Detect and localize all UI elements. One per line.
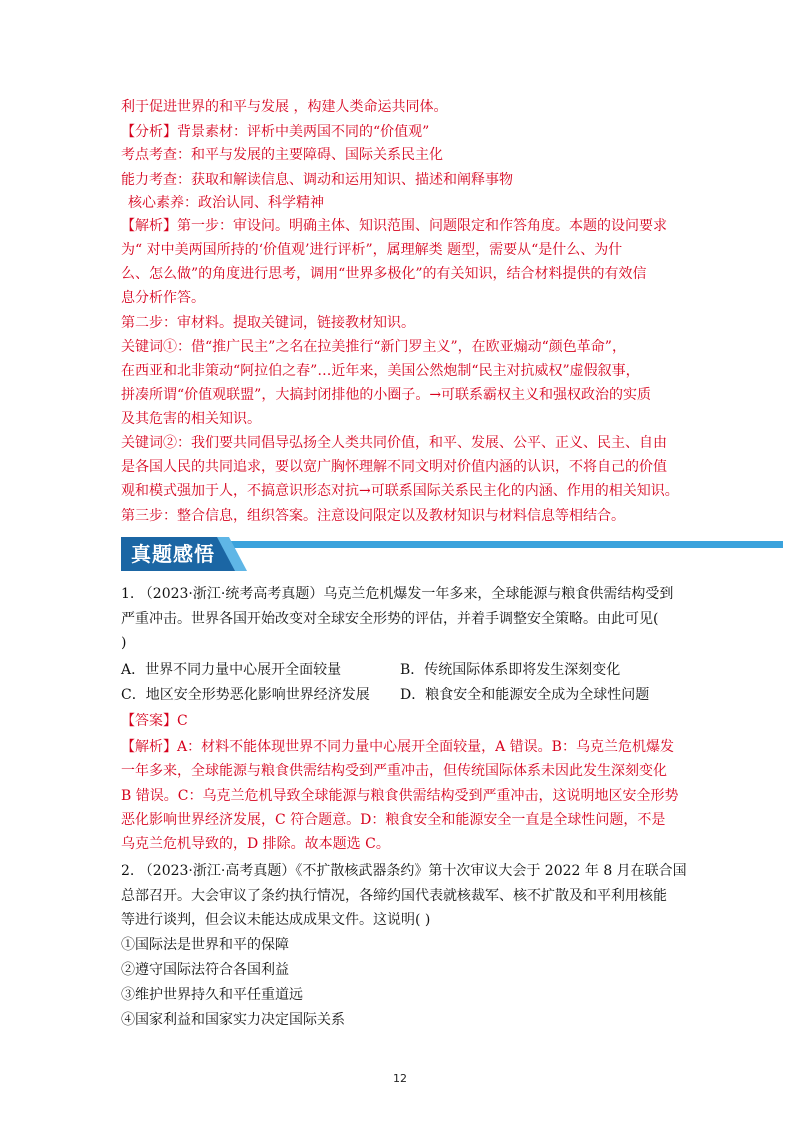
analysis-line: 【分析】背景素材：评析中美两国不同的“价值观” [121, 124, 430, 140]
section-banner [121, 537, 783, 571]
question-stem-line: ) [121, 635, 127, 651]
analysis-line: 【解析】第一步：审设问。明确主体、知识范围、问题限定和作答角度。本题的设问要求 [121, 218, 667, 234]
analysis-line: 关键词②：我们要共同倡导弘扬全人类共同价值，和平、发展、公平、正义、民主、自由 [121, 435, 667, 451]
section-title: 真题感悟 [131, 542, 215, 566]
explanation-line: 一年多来，全球能源与粮食供需结构受到严重冲击，但传统国际体系未因此发生深刻变化 [121, 763, 667, 779]
analysis-line: 第三步：整合信息，组织答案。注意设问限定以及教材知识与材料信息等相结合。 [121, 508, 625, 524]
explanation-line: 恶化影响世界经济发展，C 符合题意。D：粮食安全和能源安全一直是全球性问题，不是 [121, 812, 666, 828]
analysis-line: 么、怎么做”的角度进行思考，调用“世界多极化”的有关知识，结合材料提供的有效信 [121, 266, 647, 282]
analysis-line: 息分析作答。 [121, 290, 205, 306]
analysis-line: 观和模式强加于人，不搞意识形态对抗→可联系国际关系民主化的内涵、作用的相关知识。 [121, 483, 679, 499]
question-stem-line: 总部召开。大会审议了条约执行情况，各缔约国代表就核裁军、核不扩散及和平利用核能 [121, 888, 667, 904]
statement-item: ③维护世界持久和平任重道远 [121, 987, 303, 1003]
analysis-line: 是各国人民的共同追求，要以宽广胸怀理解不同文明对价值内涵的认识，不将自己的价值 [121, 459, 667, 475]
statement-item: ①国际法是世界和平的保障 [121, 937, 289, 953]
analysis-line: 在西亚和北非策动“阿拉伯之春”…近年来，美国公然炮制“民主对抗威权”虚假叙事， [121, 363, 640, 379]
page-number: 12 [393, 1072, 407, 1085]
explanation-line: 乌克兰危机导致的，D 排除。故本题选 C。 [121, 836, 390, 852]
option-a: A．世界不同力量中心展开全面较量 [121, 662, 342, 678]
analysis-line: 关键词①：借“推广民主”之名在拉美推行“新门罗主义”，在欧亚煽动“颜色革命”， [121, 339, 626, 355]
analysis-line: 利于促进世界的和平与发展 ，构建人类命运共同体。 [121, 99, 448, 115]
question-stem-line: 1. （2023·浙江·统考高考真题）乌克兰危机爆发一年多来，全球能源与粮食供需结构受到 [121, 586, 674, 602]
analysis-line: 能力考查：获取和解读信息、调动和运用知识、描述和阐释事物 [121, 172, 513, 188]
explanation-line: 【解析】A：材料不能体现世界不同力量中心展开全面较量，A 错误。B：乌克兰危机爆发 [121, 739, 674, 755]
question-stem-line: 严重冲击。世界各国开始改变对全球安全形势的评估，并着手调整安全策略。由此可见( [121, 611, 659, 627]
option-d: D．粮食安全和能源安全成为全球性问题 [400, 687, 650, 703]
analysis-line: 考点考查：和平与发展的主要障碍、国际关系民主化 [121, 147, 443, 163]
analysis-line: 拼凑所谓“价值观联盟”，大搞封闭排他的小圈子。→可联系霸权主义和强权政治的实质 [121, 387, 652, 403]
answer-label: 【答案】C [121, 713, 188, 729]
statement-item: ②遵守国际法符合各国利益 [121, 962, 289, 978]
question-stem-line: 等进行谈判，但会议未能达成成果文件。这说明( ) [121, 912, 431, 928]
question-stem-line: 2. （2023·浙江·高考真题）《不扩散核武器条约》第十次审议大会于 2022 年 8 月在联合国 [121, 863, 687, 879]
analysis-line: 核心素养：政治认同、科学精神 [128, 195, 324, 211]
option-b: B．传统国际体系即将发生深刻变化 [400, 662, 621, 678]
option-c: C．地区安全形势恶化影响世界经济发展 [121, 687, 370, 703]
statement-item: ④国家利益和国家实力决定国际关系 [121, 1012, 345, 1028]
explanation-line: B 错误。C：乌克兰危机导致全球能源与粮食供需结构受到严重冲击，这说明地区安全形势 [121, 788, 679, 804]
analysis-line: 为“ 对中美两国所持的‘价值观’进行评析”，属理解类 题型，需要从“是什么、为什 [121, 242, 623, 258]
analysis-line: 及其危害的相关知识。 [121, 411, 261, 427]
analysis-line: 第二步：审材料。提取关键词，链接教材知识。 [121, 315, 415, 331]
